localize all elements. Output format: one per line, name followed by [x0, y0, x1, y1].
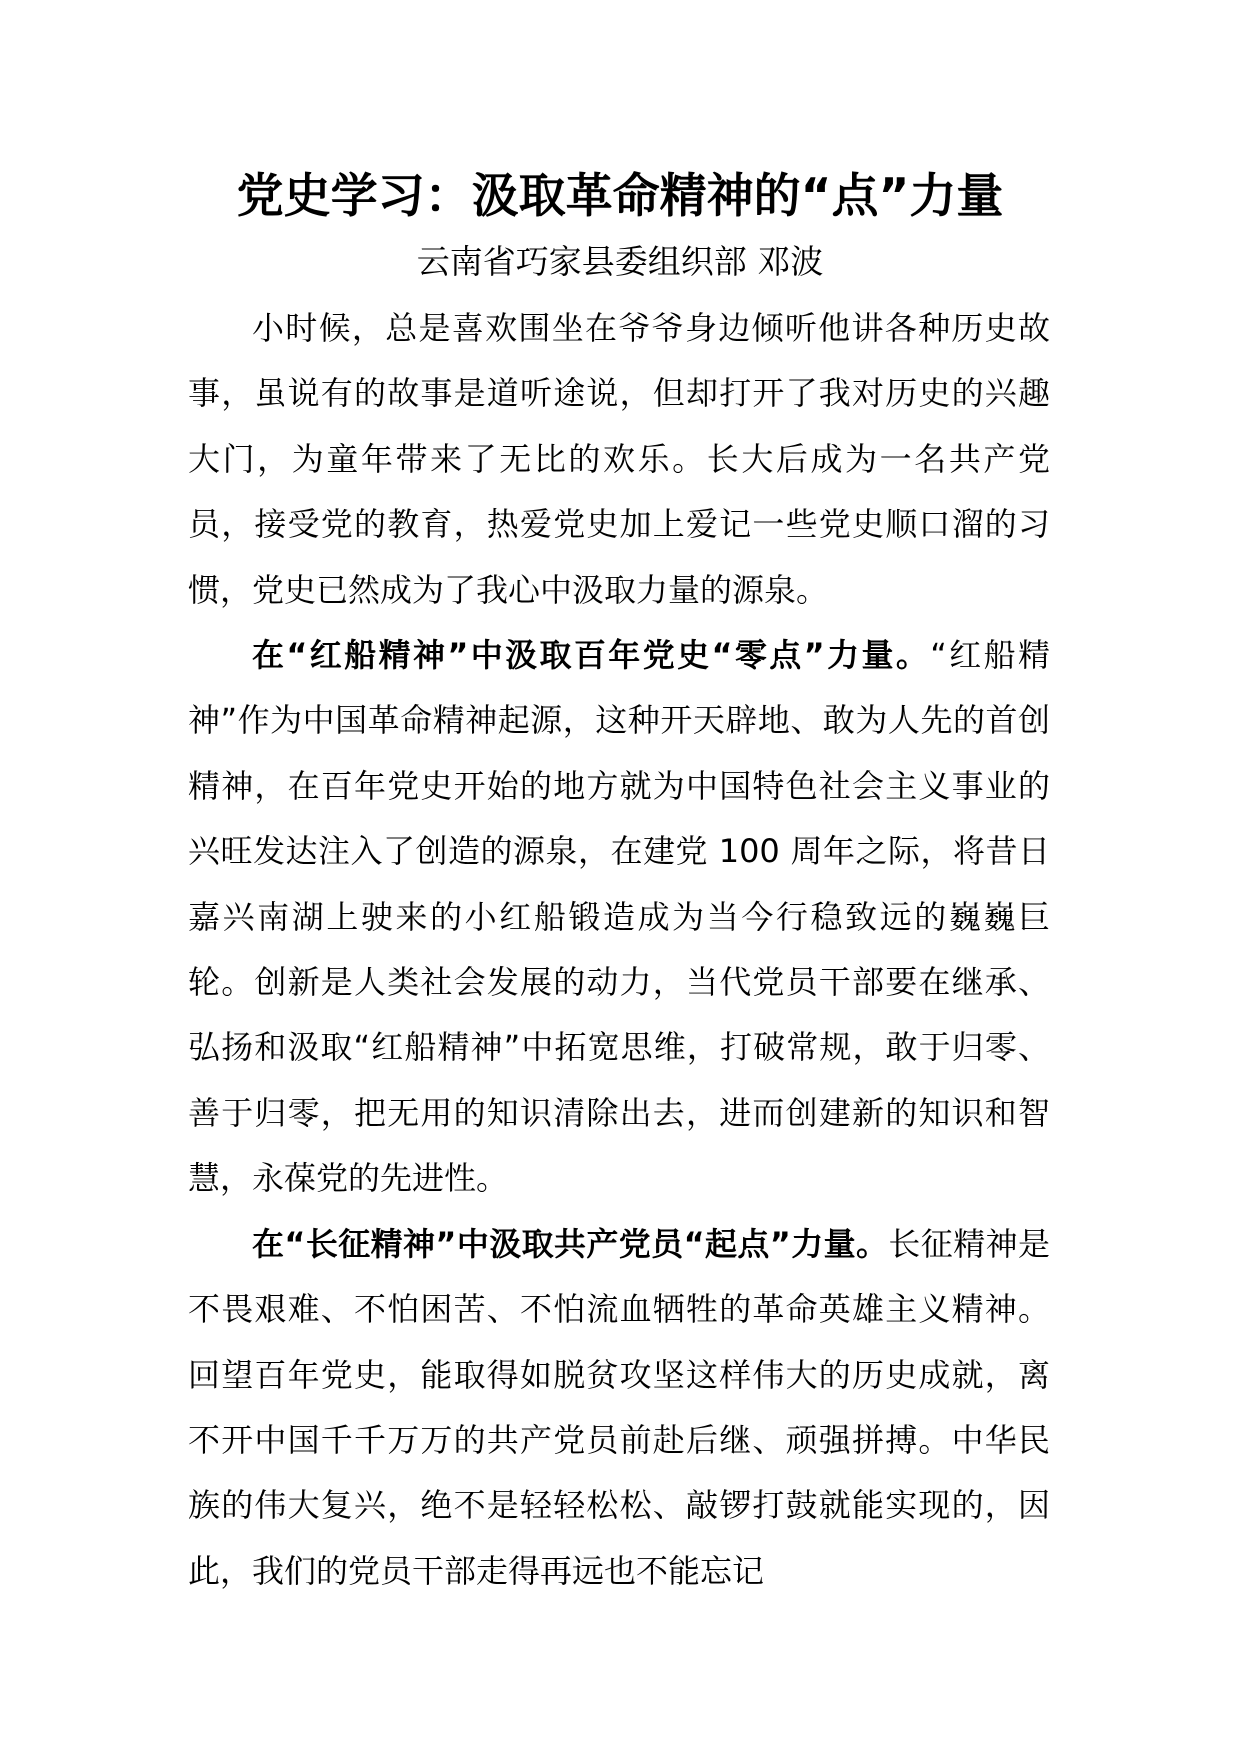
paragraph-red-boat-spirit: [188, 623, 1050, 1212]
paragraph-long-march-spirit: [188, 1212, 1050, 1604]
paragraph-text: 长征精神是不畏艰难、不怕困苦、不怕流血牺牲的革命英雄主义精神。回望百年党史，能取得如脱贫攻坚这样伟大的历史成就，离不开中国千千万万的共产党员前赴后继、顽强拼搏。中华民族的伟大复兴，绝不是轻轻松松、敲锣打鼓就能实现的，因此，我们的党员干部走得再远也不能忘记: [188, 1224, 1050, 1590]
paragraph-lead: 在“红船精神”中汲取百年党史“零点”力量。: [252, 636, 931, 675]
paragraph-text: 小时候，总是喜欢围坐在爷爷身边倾听他讲各种历史故事，虽说有的故事是道听途说，但却打开了我对历史的兴趣大门，为童年带来了无比的欢乐。长大后成为一名共产党员，接受党的教育，热爱党史加上爱记一些党史顺口溜的习惯，党史已然成为了我心中汲取力量的源泉。: [188, 309, 1050, 609]
author-line: 云南省巧家县委组织部 邓波: [416, 242, 824, 281]
document-title: 党史学习：汲取革命精神的“点”力量: [236, 169, 1004, 224]
paragraph-lead: 在“长征精神”中汲取共产党员“起点”力量。: [252, 1224, 889, 1263]
paragraph-text: “红船精神”作为中国革命精神起源，这种开天辟地、敢为人先的首创精神，在百年党史开始的地方就为中国特色社会主义事业的兴旺发达注入了创造的源泉，在建党 100 周年之际，将昔日嘉兴南湖上驶来的小红船锻造成为当今行稳致远的巍巍巨轮。创新是人类社会发展的动力，当代党员干部要在继承、弘扬和汲取“红船精神”中拓宽思维，打破常规，敢于归零、善于归零，把无用的知识清除出去，进而创建新的知识和智慧，永葆党的先进性。: [188, 636, 1050, 1198]
paragraph-intro: [188, 296, 1050, 623]
document-body: [188, 296, 1050, 1604]
